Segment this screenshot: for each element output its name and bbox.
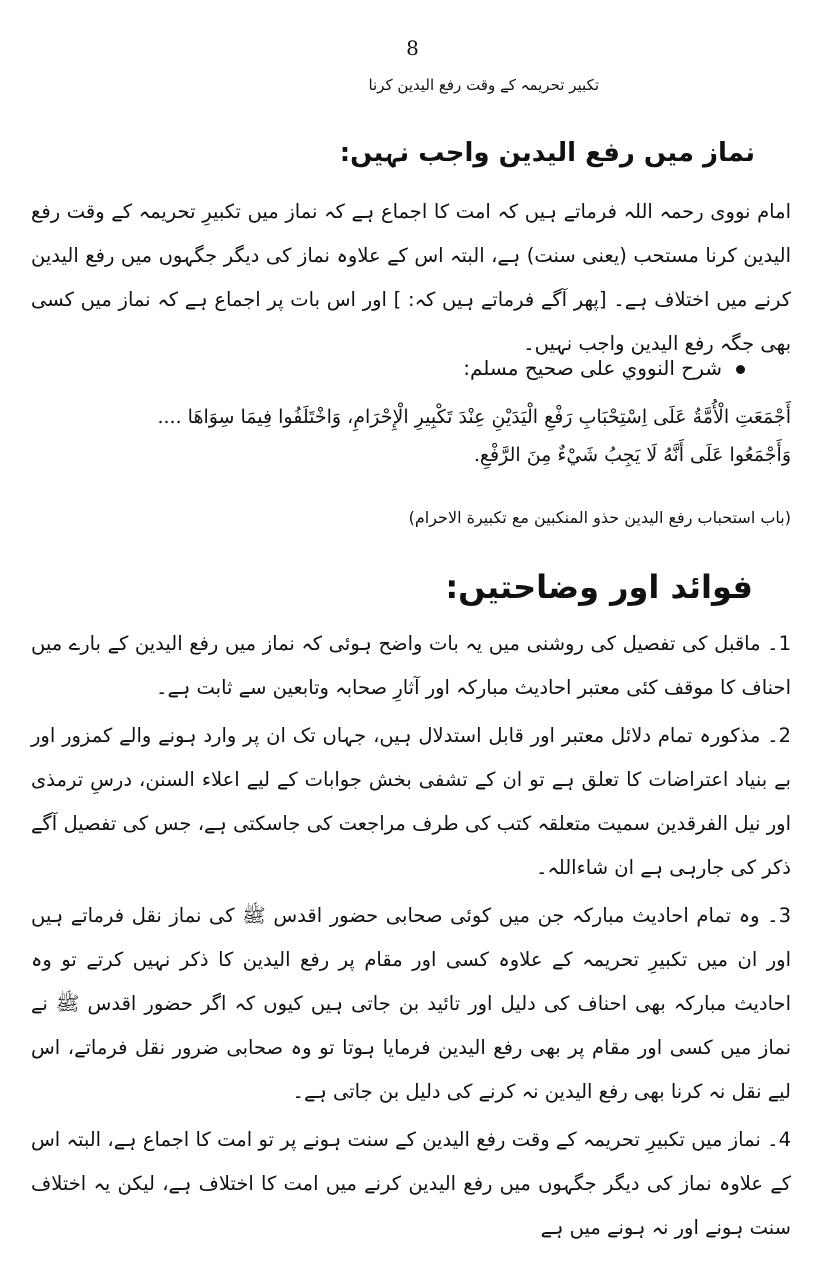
chapter-reference: (باب استحباب رفع اليدين حذو المنكبين مع تكبيرة الاحرام) bbox=[408, 508, 791, 527]
point-1: 1۔ ماقبل کی تفصیل کی روشنی میں یہ بات واضح ہوئی کہ نماز میں رفع الیدین کے بارے میں احناف کا موقف کئی معتبر احادیث مبارکہ اور آثارِ صحابہ وتابعین سے ثابت ہے۔ bbox=[31, 632, 791, 699]
source-label: شرح النووي على صحيح مسلم: bbox=[463, 356, 722, 380]
benefits-heading: فوائد اور وضاحتیں: bbox=[445, 568, 753, 606]
arabic-quote-line: وَأَجْمَعُوا عَلَى أَنَّهُ لَا يَجِبُ شَيْءٌ مِنَ الرَّفْعِ. bbox=[473, 444, 791, 466]
numbered-points bbox=[31, 622, 791, 1254]
intro-paragraph bbox=[31, 190, 791, 366]
page-number: 8 bbox=[406, 36, 419, 60]
arabic-quote bbox=[31, 398, 791, 474]
arabic-quote-line: أَجْمَعَتِ الْأُمَّةُ عَلَى اِسْتِحْبَابِ رَفْعِ الْيَدَيْنِ عِنْدَ تَكْبِيرِ الْإِحْرَامِ، وَاخْتَلَفُوا فِيمَا سِوَاهَا .... bbox=[157, 406, 791, 428]
intro-text: امام نووی رحمہ اللہ فرماتے ہیں کہ امت کا اجماع ہے کہ نماز میں تکبیرِ تحریمہ کے وقت رفع الیدین کرنا مستحب (یعنی سنت) ہے، البتہ اس کے علاوہ نماز کی دیگر جگہوں میں رفع الیدین کرنے میں اختلاف ہے۔ [پھر آگے فرماتے ہیں کہ: ] اور اس بات پر اجماع ہے کہ نماز میں کسی بھی جگہ رفع الیدین واجب نہیں۔ bbox=[31, 200, 791, 355]
point-2: 2۔ مذکورہ تمام دلائل معتبر اور قابل استدلال ہیں، جہاں تک ان پر وارد ہونے والے کمزور اور بے بنیاد اعتراضات کا تعلق ہے تو ان کے تشفی بخش جوابات کے لیے اعلاء السنن، درسِ ترمذی اور نیل الفرقدین سمیت متعلقہ کتب کی طرف مراجعت کی جاسکتی ہے، جس کی تفصیل آگے ذکر کی جارہی ہے ان شاءاللہ۔ bbox=[31, 724, 791, 879]
point-4: 4۔ نماز میں تکبیرِ تحریمہ کے وقت رفع الیدین کے سنت ہونے پر تو امت کا اجماع ہے، البتہ اس کے علاوہ نماز کی دیگر جگہوں میں رفع الیدین کرنے میں امت کا اختلاف ہے، لیکن یہ اختلاف سنت ہونے اور نہ ہونے میں ہے bbox=[31, 1128, 791, 1239]
source-bullet bbox=[463, 356, 745, 380]
bullet-icon bbox=[736, 365, 745, 374]
running-header: تکبیر تحریمہ کے وقت رفع الیدین کرنا bbox=[368, 76, 599, 94]
point-3: 3۔ وہ تمام احادیث مبارکہ جن میں کوئی صحابی حضور اقدس ﷺ کی نماز نقل فرماتے ہیں اور ان میں تکبیرِ تحریمہ کے علاوہ کسی اور مقام پر رفع الیدین کا ذکر نہیں کرتے تو وہ احادیث مبارکہ بھی احناف کی دلیل اور تائید بن جاتی ہیں کیوں کہ اگر حضور اقدس ﷺ نے نماز میں کسی اور مقام پر بھی رفع الیدین فرمایا ہوتا تو وہ صحابی ضرور نقل فرماتے، اس لیے نقل نہ کرنا بھی رفع الیدین نہ کرنے کی دلیل بن جاتی ہے۔ bbox=[31, 904, 791, 1103]
section-title: نماز میں رفع الیدین واجب نہیں: bbox=[339, 138, 755, 168]
